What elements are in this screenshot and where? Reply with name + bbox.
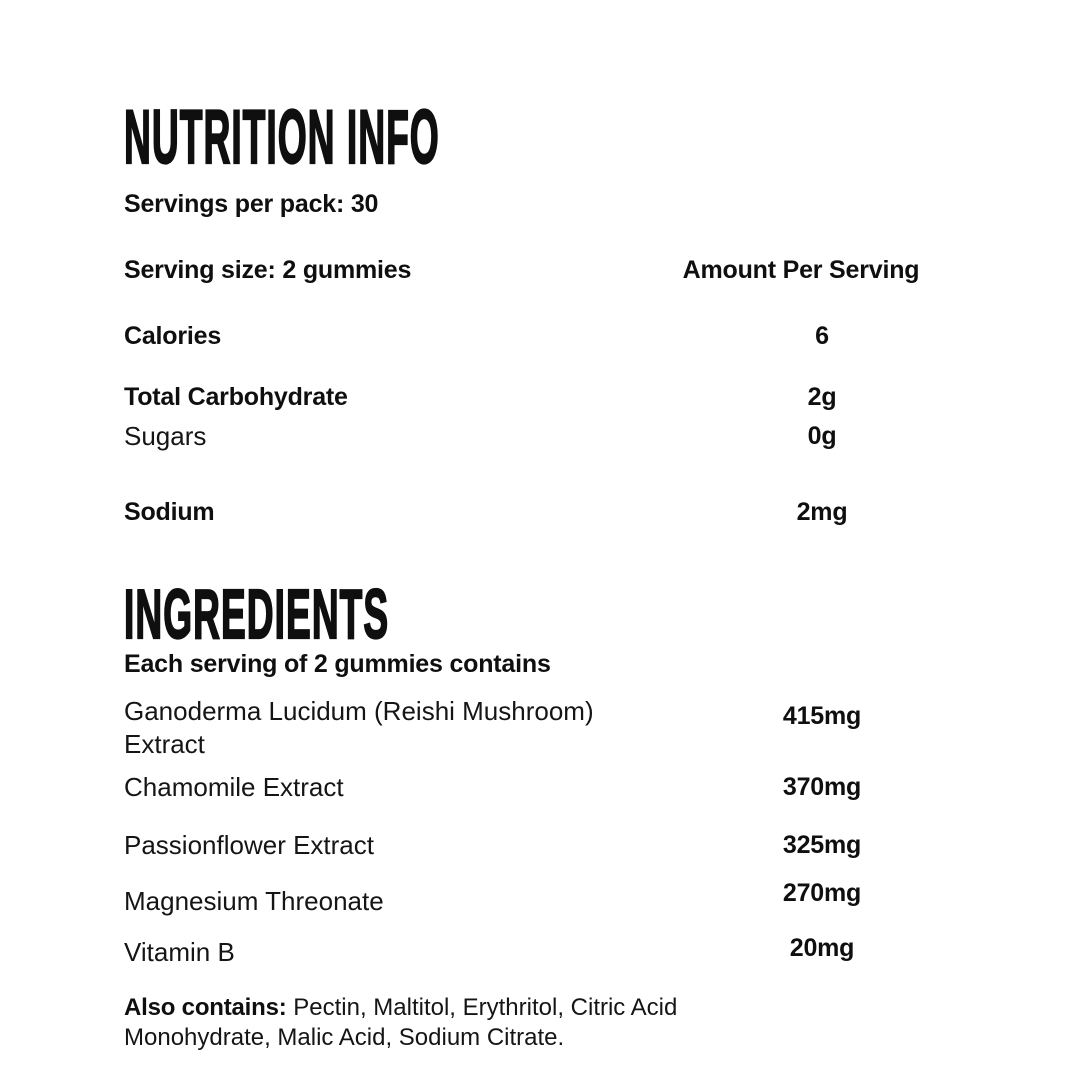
ingredient-amount-passionflower: 325mg (782, 831, 862, 859)
also-contains (124, 993, 804, 1053)
ingredient-name-passionflower: Passionflower Extract (124, 830, 374, 860)
also-contains-label: Also contains: (124, 994, 287, 1021)
ingredient-amount-ganoderma: 415mg (782, 702, 862, 730)
nutrition-info-title: NUTRITION INFO (124, 95, 440, 180)
ingredient-amount-vitamin-b: 20mg (789, 934, 855, 962)
ingredient-amount-chamomile: 370mg (782, 773, 862, 801)
amount-per-serving-header: Amount Per Serving (682, 256, 920, 284)
nutrition-row-value-calories: 6 (815, 322, 829, 350)
ingredient-name-magnesium-threonate: Magnesium Threonate (124, 886, 384, 916)
ingredient-name-chamomile: Chamomile Extract (124, 772, 344, 802)
servings-per-pack: Servings per pack: 30 (124, 190, 379, 218)
nutrition-row-label-total-carbohydrate: Total Carbohydrate (124, 383, 348, 411)
serving-size: Serving size: 2 gummies (124, 256, 412, 284)
ingredients-title: INGREDIENTS (124, 575, 390, 653)
nutrition-row-label-sodium: Sodium (124, 498, 215, 526)
ingredient-name-vitamin-b: Vitamin B (124, 937, 235, 967)
nutrition-row-value-total-carbohydrate: 2g (807, 383, 837, 411)
nutrition-row-value-sugars: 0g (807, 422, 837, 450)
ingredients-subtitle: Each serving of 2 gummies contains (124, 650, 551, 678)
nutrition-row-label-sugars: Sugars (124, 421, 207, 451)
also-contains-text: Pectin, Maltitol, Erythritol, Citric Acid Monohydrate, Malic Acid, Sodium Citrate. (124, 994, 678, 1051)
nutrition-row-label-calories: Calories (124, 322, 222, 350)
ingredient-name-ganoderma: Ganoderma Lucidum (Reishi Mushroom) Extract (124, 696, 594, 759)
nutrition-row-value-sodium: 2mg (796, 498, 848, 526)
ingredient-amount-magnesium-threonate: 270mg (782, 879, 862, 907)
